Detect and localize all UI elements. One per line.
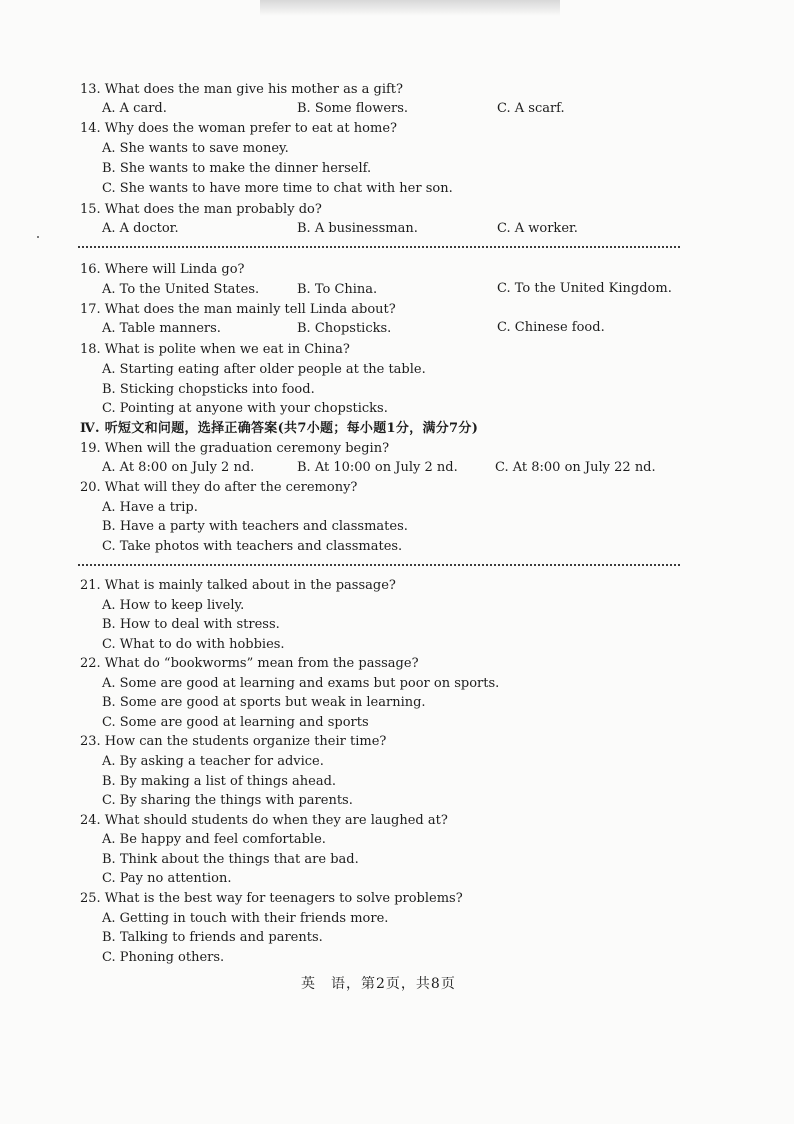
q20-option-c: C. Take photos with teachers and classmates. xyxy=(102,539,403,554)
q24-option-c: C. Pay no attention. xyxy=(102,871,232,886)
q17-option-a: A. Table manners. xyxy=(102,321,221,336)
q22-option-b: B. Some are good at sports but weak in learning. xyxy=(102,695,426,710)
q16-option-a: A. To the United States. xyxy=(102,282,260,297)
question-13: 13. What does the man give his mother as a gift? xyxy=(80,82,403,97)
q14-option-a: A. She wants to save money. xyxy=(102,141,289,156)
question-24: 24. What should students do when they are laughed at? xyxy=(80,813,448,828)
q25-option-b: B. Talking to friends and parents. xyxy=(102,930,323,945)
question-16: 16. Where will Linda go? xyxy=(80,262,245,277)
q15-option-a: A. A doctor. xyxy=(102,221,179,236)
question-19: 19. When will the graduation ceremony begin? xyxy=(80,441,390,456)
q17-option-b: B. Chopsticks. xyxy=(297,321,392,336)
q15-option-c: C. A worker. xyxy=(497,221,578,236)
question-20: 20. What will they do after the ceremony? xyxy=(80,480,358,495)
q14-option-b: B. She wants to make the dinner herself. xyxy=(102,161,372,176)
q17-option-c: C. Chinese food. xyxy=(497,320,605,335)
question-14: 14. Why does the woman prefer to eat at home? xyxy=(80,121,397,136)
q22-option-c: C. Some are good at learning and sports xyxy=(102,715,369,730)
q18-option-c: C. Pointing at anyone with your chopsticks. xyxy=(102,401,388,416)
q13-option-b: B. Some flowers. xyxy=(297,101,409,116)
page-footer: 英 语，第2页，共8页 xyxy=(301,976,456,992)
question-25: 25. What is the best way for teenagers to solve problems? xyxy=(80,891,463,906)
section-divider xyxy=(78,564,680,566)
q18-option-a: A. Starting eating after older people at the table. xyxy=(102,362,426,377)
question-18: 18. What is polite when we eat in China? xyxy=(80,342,350,357)
question-21: 21. What is mainly talked about in the passage? xyxy=(80,578,396,593)
section-4-heading: Ⅳ. 听短文和问题，选择正确答案(共7小题；每小题1分，满分7分) xyxy=(80,421,479,436)
q20-option-b: B. Have a party with teachers and classmates. xyxy=(102,519,408,534)
question-22: 22. What do “bookworms” mean from the passage? xyxy=(80,656,419,671)
q19-option-c: C. At 8:00 on July 22 nd. xyxy=(495,460,656,475)
question-23: 23. How can the students organize their time? xyxy=(80,734,387,749)
q19-option-a: A. At 8:00 on July 2 nd. xyxy=(102,460,255,475)
q16-option-b: B. To China. xyxy=(297,282,378,297)
q21-option-b: B. How to deal with stress. xyxy=(102,617,280,632)
q23-option-a: A. By asking a teacher for advice. xyxy=(102,754,324,769)
q20-option-a: A. Have a trip. xyxy=(102,500,198,515)
q24-option-b: B. Think about the things that are bad. xyxy=(102,852,359,867)
q24-option-a: A. Be happy and feel comfortable. xyxy=(102,832,326,847)
section-divider xyxy=(78,246,680,248)
scan-shadow xyxy=(260,0,560,16)
q21-option-c: C. What to do with hobbies. xyxy=(102,637,285,652)
q16-option-c: C. To the United Kingdom. xyxy=(497,281,672,296)
q19-option-b: B. At 10:00 on July 2 nd. xyxy=(297,460,458,475)
q14-option-c: C. She wants to have more time to chat with her son. xyxy=(102,181,453,196)
q18-option-b: B. Sticking chopsticks into food. xyxy=(102,382,315,397)
question-15: 15. What does the man probably do? xyxy=(80,202,322,217)
q22-option-a: A. Some are good at learning and exams but poor on sports. xyxy=(102,676,500,691)
q25-option-c: C. Phoning others. xyxy=(102,950,225,965)
q23-option-c: C. By sharing the things with parents. xyxy=(102,793,353,808)
q25-option-a: A. Getting in touch with their friends more. xyxy=(102,911,389,926)
q23-option-b: B. By making a list of things ahead. xyxy=(102,774,337,789)
question-17: 17. What does the man mainly tell Linda about? xyxy=(80,302,396,317)
q15-option-b: B. A businessman. xyxy=(297,221,418,236)
q13-option-a: A. A card. xyxy=(102,101,167,116)
scan-speck xyxy=(37,236,39,238)
q21-option-a: A. How to keep lively. xyxy=(102,598,245,613)
q13-option-c: C. A scarf. xyxy=(497,101,565,116)
